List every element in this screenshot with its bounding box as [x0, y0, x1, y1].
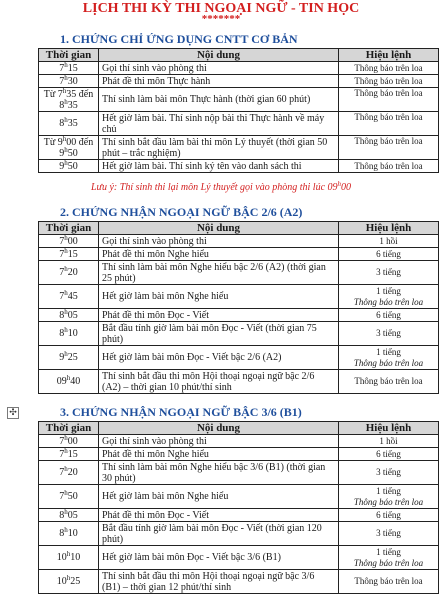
cell-time: 09$^h$40	[39, 370, 99, 394]
retake-note: Lưu ý: Thí sinh thi lại môn Lý thuyết gọi vào phòng thi lúc 09$^h$00	[90, 180, 352, 193]
cell-content: Phát đề thi môn Nghe hiểu	[99, 248, 339, 261]
cell-signal	[339, 285, 439, 309]
cell-content: Hết giờ làm bài môn Đọc - Viết bậc 2/6 (A2)	[99, 346, 339, 370]
header-signal: Hiệu lệnh	[339, 222, 439, 235]
cell-time: 8$^h$10	[39, 322, 99, 346]
cell-time: 7$^h$50	[39, 485, 99, 509]
table-row	[39, 461, 439, 485]
table-row	[39, 546, 439, 570]
table-row	[39, 322, 439, 346]
cell-time: 7$^h$15	[39, 248, 99, 261]
cell-signal: Thông báo trên loa	[339, 136, 439, 160]
table-header-row	[39, 422, 439, 435]
title-divider-stars: *******	[201, 13, 241, 25]
signal-subtext: Thông báo trên loa	[353, 497, 424, 507]
section-heading-1: 1. CHỨNG CHỈ ỨNG DỤNG CNTT CƠ BẢN	[60, 32, 298, 46]
cell-time: 7$^h$15	[39, 62, 99, 75]
cell-content: Hết giờ làm bài môn Đọc - Viết bậc 3/6 (B1)	[99, 546, 339, 570]
table-row	[39, 235, 439, 248]
cell-signal	[339, 509, 439, 522]
cell-time: 7$^h$20	[39, 461, 99, 485]
signal-text: 1 tiếng	[376, 286, 401, 296]
document-title: LỊCH THI KỲ THI NGOẠI NGỮ - TIN HỌC	[82, 1, 360, 16]
section-heading-2: 2. CHỨNG NHẬN NGOẠI NGỮ BẬC 2/6 (A2)	[60, 205, 303, 219]
signal-text: 3 tiếng	[376, 467, 401, 477]
cell-signal	[339, 248, 439, 261]
cell-time: 7$^h$30	[39, 75, 99, 88]
cell-signal	[339, 570, 439, 594]
header-content: Nội dung	[99, 49, 339, 62]
cell-time: Từ 9$^h$00 đến 9$^h$50	[39, 136, 99, 160]
table-row	[39, 62, 439, 75]
header-time: Thời gian	[39, 49, 99, 62]
signal-subtext: Thông báo trên loa	[353, 558, 424, 568]
cell-time: 8$^h$05	[39, 309, 99, 322]
table-row	[39, 160, 439, 173]
header-time: Thời gian	[39, 422, 99, 435]
cell-signal: Thông báo trên loa	[339, 75, 439, 88]
cell-content: Thí sinh bắt đầu làm bài thi môn Lý thuyết (thời gian 50 phút – trắc nghiệm)	[99, 136, 339, 160]
cell-signal	[339, 546, 439, 570]
header-signal: Hiệu lệnh	[339, 49, 439, 62]
table-row	[39, 485, 439, 509]
cell-content: Thí sinh làm bài môn Nghe hiểu bậc 2/6 (A2) (thời gian 25 phút)	[99, 261, 339, 285]
cell-content: Bắt đầu tính giờ làm bài môn Đọc - Viết (thời gian 75 phút)	[99, 322, 339, 346]
cell-content: Hết giờ làm bài môn Nghe hiểu	[99, 485, 339, 509]
signal-text: 1 hồi	[379, 235, 398, 246]
cell-signal	[339, 370, 439, 394]
signal-text: 3 tiếng	[376, 328, 401, 338]
signal-text: 3 tiếng	[376, 267, 401, 277]
table-row	[39, 136, 439, 160]
signal-text: 1 tiếng	[376, 347, 401, 357]
cell-signal	[339, 346, 439, 370]
schedule-table-3	[38, 421, 439, 594]
cell-time: 9$^h$25	[39, 346, 99, 370]
table-row	[39, 75, 439, 88]
table-row	[39, 448, 439, 461]
cell-content: Phát đề thi môn Thực hành	[99, 75, 339, 88]
cell-content: Gọi thí sinh vào phòng thi	[99, 435, 339, 448]
cell-signal	[339, 485, 439, 509]
section-heading-3: 3. CHỨNG NHẬN NGOẠI NGỮ BẬC 3/6 (B1)	[60, 405, 302, 419]
cell-content: Hết giờ làm bài. Thí sinh nộp bài thi Thực hành về máy chủ	[99, 112, 339, 136]
cell-content: Gọi thí sinh vào phòng thi	[99, 62, 339, 75]
cell-signal	[339, 309, 439, 322]
cell-time: 8$^h$10	[39, 522, 99, 546]
cell-content: Gọi thí sinh vào phòng thi	[99, 235, 339, 248]
cell-signal	[339, 261, 439, 285]
table-row	[39, 435, 439, 448]
table-header-row	[39, 49, 439, 62]
table-row	[39, 570, 439, 594]
signal-text: 6 tiếng	[376, 309, 401, 320]
table-row	[39, 370, 439, 394]
table-row	[39, 261, 439, 285]
cell-content: Hết giờ làm bài. Thí sinh ký tên vào danh sách thi	[99, 160, 339, 173]
schedule-table-1	[38, 48, 439, 173]
cell-signal: Thông báo trên loa	[339, 112, 439, 136]
signal-subtext: Thông báo trên loa	[353, 297, 424, 307]
cell-time: 8$^h$35	[39, 112, 99, 136]
cell-content: Phát đề thi môn Đọc - Viết	[99, 309, 339, 322]
table-row	[39, 509, 439, 522]
cell-signal	[339, 322, 439, 346]
cell-content: Thí sinh bắt đầu thi môn Hội thoại ngoại ngữ bậc 2/6 (A2) – thời gian 10 phút/thí sinh	[99, 370, 339, 394]
signal-text: 6 tiếng	[376, 448, 401, 459]
signal-text: 6 tiếng	[376, 509, 401, 520]
cell-signal: Thông báo trên loa	[339, 62, 439, 75]
table-row	[39, 522, 439, 546]
cell-signal	[339, 235, 439, 248]
signal-text: 6 tiếng	[376, 248, 401, 259]
cell-time: 10$^h$25	[39, 570, 99, 594]
cell-content: Phát đề thi môn Đọc - Viết	[99, 509, 339, 522]
cell-time: 7$^h$00	[39, 435, 99, 448]
table-header-row	[39, 222, 439, 235]
cell-content: Thí sinh làm bài môn Thực hành (thời gian 60 phút)	[99, 88, 339, 112]
signal-text: 1 tiếng	[376, 486, 401, 496]
table-row	[39, 248, 439, 261]
header-signal: Hiệu lệnh	[339, 422, 439, 435]
cell-content: Phát đề thi môn Nghe hiểu	[99, 448, 339, 461]
cell-content: Thí sinh bắt đầu thi môn Hội thoại ngoại ngữ bậc 3/6 (B1) – thời gian 12 phút/thí sinh	[99, 570, 339, 594]
signal-subtext: Thông báo trên loa	[353, 358, 424, 368]
cell-signal	[339, 435, 439, 448]
table-row	[39, 309, 439, 322]
table-row	[39, 88, 439, 112]
cell-time: 8$^h$05	[39, 509, 99, 522]
cell-time: 7$^h$00	[39, 235, 99, 248]
cell-time: 10$^h$10	[39, 546, 99, 570]
cell-time: 7$^h$45	[39, 285, 99, 309]
cell-signal: Thông báo trên loa	[339, 160, 439, 173]
cell-time: 7$^h$20	[39, 261, 99, 285]
header-content: Nội dung	[99, 422, 339, 435]
cell-signal: Thông báo trên loa	[339, 88, 439, 112]
cell-time: 9$^h$50	[39, 160, 99, 173]
cell-time: Từ 7$^h$35 đến 8$^h$35	[39, 88, 99, 112]
signal-text: 1 tiếng	[376, 547, 401, 557]
schedule-table-2	[38, 221, 439, 394]
signal-text: Thông báo trên loa	[354, 376, 423, 386]
header-content: Nội dung	[99, 222, 339, 235]
signal-text: Thông báo trên loa	[354, 576, 423, 586]
table-row	[39, 346, 439, 370]
cell-signal	[339, 522, 439, 546]
move-arrows-icon[interactable]: ✣	[7, 407, 19, 419]
cell-content: Hết giờ làm bài môn Nghe hiểu	[99, 285, 339, 309]
table-row	[39, 285, 439, 309]
cell-content: Bắt đầu tính giờ làm bài môn Đọc - Viết (thời gian 120 phút)	[99, 522, 339, 546]
signal-text: 3 tiếng	[376, 528, 401, 538]
table-row	[39, 112, 439, 136]
cell-signal	[339, 448, 439, 461]
header-time: Thời gian	[39, 222, 99, 235]
signal-text: 1 hồi	[379, 435, 398, 446]
cell-content: Thí sinh làm bài môn Nghe hiểu bậc 3/6 (B1) (thời gian 30 phút)	[99, 461, 339, 485]
cell-signal	[339, 461, 439, 485]
cell-time: 7$^h$15	[39, 448, 99, 461]
